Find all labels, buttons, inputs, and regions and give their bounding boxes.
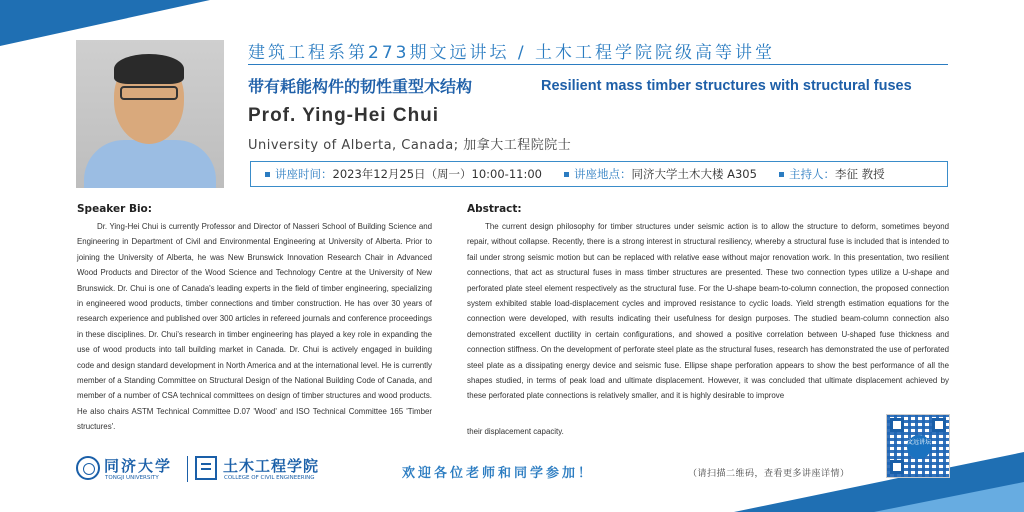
- info-place-label: 讲座地点：: [573, 167, 632, 181]
- info-time-label: 讲座时间：: [275, 167, 333, 181]
- abstract-heading: Abstract:: [467, 203, 522, 215]
- info-place-value: 同济大学土木大楼 A305: [631, 167, 757, 181]
- info-time: [265, 166, 542, 182]
- tongji-logo-text: 同济大学: [104, 457, 173, 475]
- qr-badge: 文远讲坛: [907, 435, 931, 459]
- tongji-logo-english: TONGJI UNIVERSITY: [105, 475, 159, 481]
- qr-finder-icon: [890, 418, 904, 432]
- qr-finder-icon: [890, 460, 904, 474]
- tongji-emblem-icon: [76, 456, 100, 480]
- lecture-title-chinese: 带有耗能构件的韧性重型木结构: [248, 77, 473, 96]
- lecture-title-english: Resilient mass timber structures with structural fuses: [541, 78, 912, 94]
- info-time-value: 2023年12月25日（周一）10:00-11:00: [332, 167, 542, 181]
- info-host-value: 李征 教授: [834, 167, 885, 181]
- bio-text: Dr. Ying-Hei Chui is currently Professor and Director of Nasseri School of Building Science and Engineering in Department of Civil and Environmental Engineering at University of Alberta. Prior to joining the University of Alberta, he was New Brunswick Innovation Research Chair in Advanced Wood Products and Director of the Wood Science and Technology Centre at the University of New Brunswick. Dr. Chui is one of Canada's leading experts in the field of timber engineering, specializing in engineered wood products, timber connections and timber construction. He has over 30 years of research experience and published over 300 articles in refereed journals and conference proceedings in these disciplines. Dr. Chui's research in timber engineering has played a key role in expanding the use of wood products into tall building market in Canada. Dr. Chui is actively engaged in building code and design standard development in North America and at the international level. He is currently member of a Standing Committee on Structural Design of the National Building Code of Canada, and member of a number of CSA technical committees on design of timber structures and wood products. He also chairs ASTM Technical Committee D.07 'Wood' and ISO Technical Committee 165 'Timber structures'.: [77, 222, 432, 432]
- civil-engineering-logo-text: 土木工程学院: [223, 457, 320, 475]
- qr-finder-icon: [932, 418, 946, 432]
- abstract-text: The current design philosophy for timber structures under seismic action is to allow the structure to deform, sometimes beyond repair, without collapse. Recently, there is a strong interest in structural resiliency, whereby a structural fuse is included that is intended to fail under strong seismic motion but can be replaced with relative ease without major renovation work. In this presentation, two resilient connections, that act as structural fuses in mass timber structures are presented. These two connection types utilize a U-shape and perforated plate steel element respectively as the structural fuse. For the U-shape beam-to-column connection, the proposed connection system exhibited stable load-displacement cycles and improved resistance to cyclic loads. Yield strength estimation equations for the connection were developed, with results indicating their usefulness for design purposes. The studied beam-column connection also demonstrated excellent ductility in certain configurations, and showed a positive correlation between U-shaped fuse thickness and connection stiffness. On the development of perforate steel plate as the structural fuses, research has demonstrated the use of perforated steel plate as a dissipating energy device and seismic fuse. Ellipse shape perforation appears to show the best performance of all the shapes studied, in terms of peak load and ultimate displacement. However, it was concluded that ultimate displacement achieved by these perforated plate connections is relatively smaller, and it is highly desirable to improve: [467, 222, 949, 401]
- photo-glasses: [120, 86, 178, 100]
- photo-hair: [114, 54, 184, 84]
- photo-shirt: [84, 140, 216, 188]
- speaker-name: Prof. Ying-Hei Chui: [248, 105, 440, 126]
- civil-engineering-logo-english: COLLEGE OF CIVIL ENGINEERING: [224, 475, 315, 481]
- civil-engineering-emblem-icon: [195, 456, 217, 480]
- info-place: [564, 166, 757, 182]
- info-host-label: 主持人：: [788, 167, 835, 181]
- series-divider: [248, 64, 948, 65]
- lecture-series-title: 建筑工程系第273期文远讲坛 / 土木工程学院院级高等讲堂: [248, 43, 775, 63]
- welcome-message: 欢迎各位老师和同学参加！: [402, 466, 595, 481]
- square-bullet-icon: [564, 172, 569, 177]
- square-bullet-icon: [265, 172, 270, 177]
- speaker-photo: [76, 40, 224, 188]
- speaker-affiliation: University of Alberta, Canada; 加拿大工程院院士: [248, 138, 572, 153]
- square-bullet-icon: [779, 172, 784, 177]
- scan-qr-hint: （请扫描二维码，查看更多讲座详情）: [688, 469, 850, 479]
- lecture-info-bar: [250, 161, 948, 187]
- corner-decoration-bottom-right-light: [874, 482, 1024, 512]
- info-host: [779, 166, 885, 182]
- logo-divider: [187, 456, 188, 482]
- bio-heading: Speaker Bio:: [77, 203, 152, 215]
- abstract-last-line: their displacement capacity.: [467, 427, 564, 436]
- qr-code[interactable]: [886, 414, 950, 478]
